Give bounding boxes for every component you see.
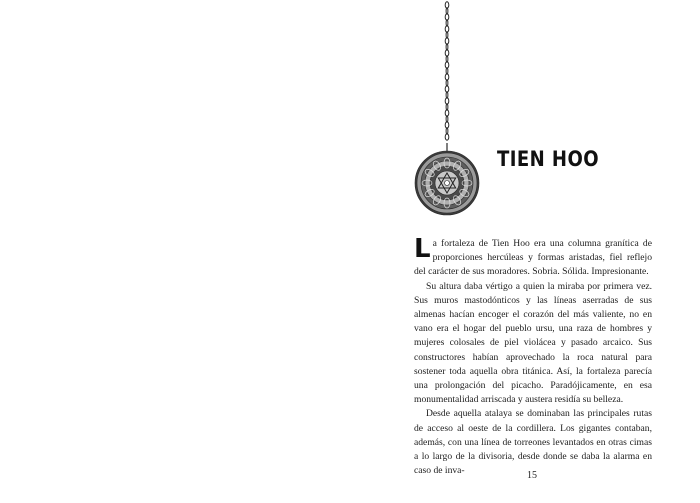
paragraph-2: Su altura daba vértigo a quien la miraba por primera vez. Sus muros mastodónticos y las líneas aserradas de sus almenas hacían encoger el corazón del más valiente, no en vano era el hogar del pueblo ursu, una raza de hombres y mujeres colosales de piel violácea y pasado arcaico. Sus constructores habían aprovechado la roca natural para sostener toda aquella obra titánica. Así, la fortaleza parecía una prolongación del picacho. Paradójicamente, en esa monumentalidad arriscada y austera residía su belleza.	[414, 280, 652, 406]
paragraph-1	[414, 234, 652, 280]
body-text	[414, 234, 652, 478]
paragraph-3: Desde aquella atalaya se dominaban las principales rutas de acceso al oeste de la cordillera. Los gigantes contaban, además, con una línea de torreones levantados en otras cimas a lo largo de la divisoria, desde donde se daba la alarma en caso de inva-	[414, 408, 652, 477]
drop-cap: L	[414, 234, 431, 264]
chapter-title: TIEN HOO	[497, 147, 600, 171]
page-number: 15	[527, 470, 537, 481]
paragraph-1-text: a fortaleza de Tien Hoo era una columna granítica de proporciones hercúleas y formas aristadas, fiel reflejo del carácter de sus moradores. Sobria. Sólida. Impresionante.	[414, 238, 652, 278]
medallion-icon	[415, 143, 479, 215]
chain-icon	[445, 2, 449, 140]
